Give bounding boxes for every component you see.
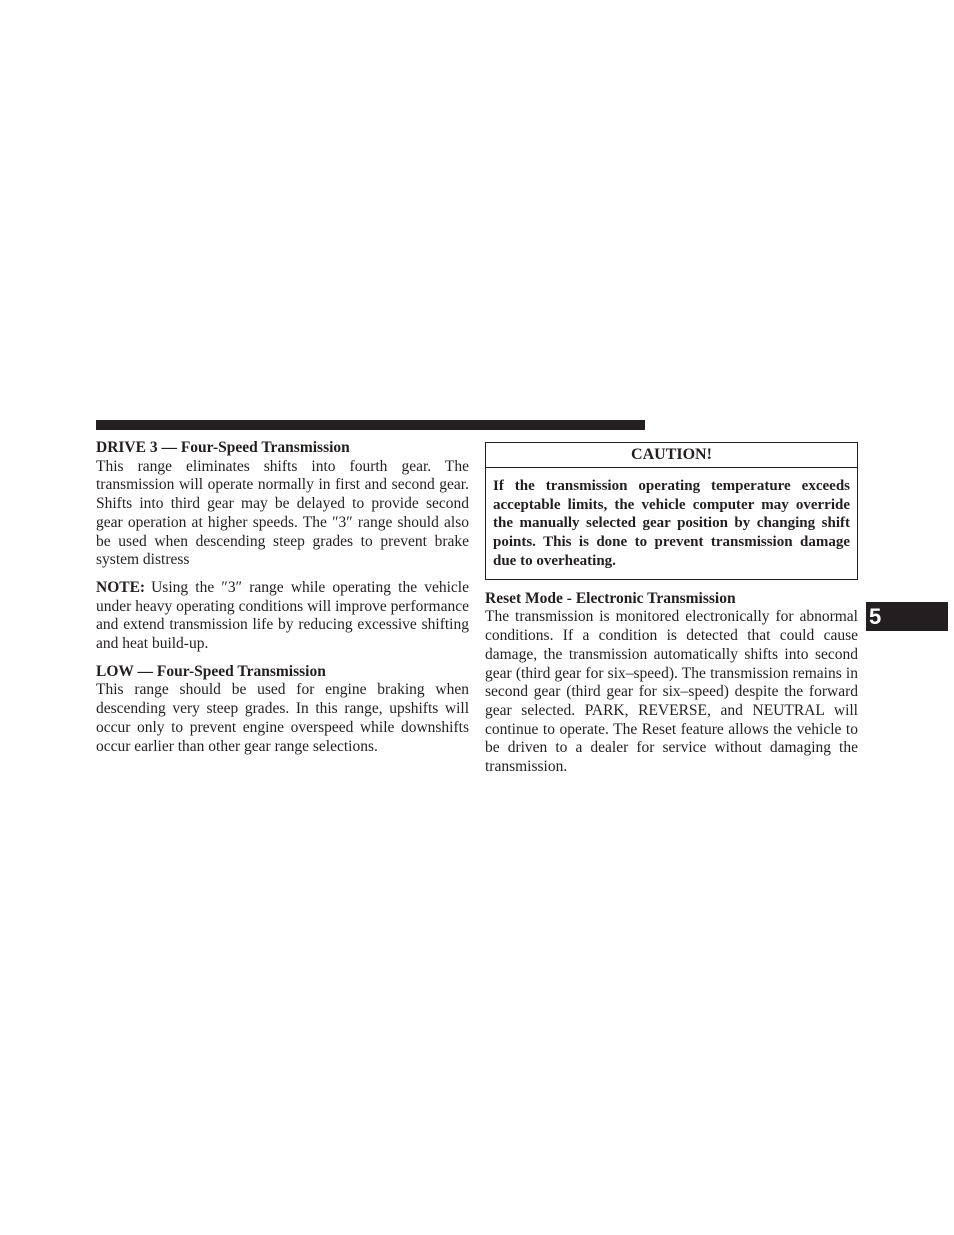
- drive3-heading: DRIVE 3 — Four-Speed Transmission: [96, 439, 350, 456]
- low-paragraph: This range should be used for engine braking when descending very steep grades. In this range, upshifts will occur only to prevent engine overspeed while downshifts occur earlier than other gear range selections.: [96, 681, 469, 755]
- header-rule: [96, 420, 645, 430]
- reset-heading: Reset Mode - Electronic Transmission: [485, 589, 736, 607]
- note-label: NOTE:: [96, 578, 146, 596]
- caution-text: If the transmission operating temperature exceeds acceptable limits, the vehicle computer may override the manually selected gear position by changing shift points. This is done to prevent transmission damage due to overheating.: [493, 477, 850, 569]
- section-tab: 5: [866, 602, 948, 631]
- reset-paragraph: The transmission is monitored electronically for abnormal conditions. If a condition is detected that could cause damage, the transmission automatically shifts into second gear (third gear for six–speed). The transmission remains in second gear (third gear for six–speed) despite the forward gear selected. PARK, REVERSE, and NEUTRAL will continue to operate. The Reset feature allows the vehicle to be driven to a dealer for service without damaging the transmission.: [485, 608, 858, 776]
- drive3-paragraph: This range eliminates shifts into fourth gear. The transmission will operate normally in first and second gear. Shifts into third gear may be delayed to provide second gear operation at higher speeds. The ″3″ range should also be used when descending steep grades to prevent brake system distress: [96, 457, 469, 569]
- caution-title: CAUTION!: [486, 443, 857, 468]
- caution-box: [485, 442, 858, 580]
- left-column: [96, 439, 469, 765]
- note-text: Using the ″3″ range while operating the vehicle under heavy operating conditions will improve performance and extend transmission life by reducing excessive shifting and heat build-up.: [96, 578, 469, 653]
- low-heading: LOW — Four-Speed Transmission: [96, 662, 326, 680]
- note-paragraph: [96, 579, 469, 654]
- right-column: [485, 442, 858, 786]
